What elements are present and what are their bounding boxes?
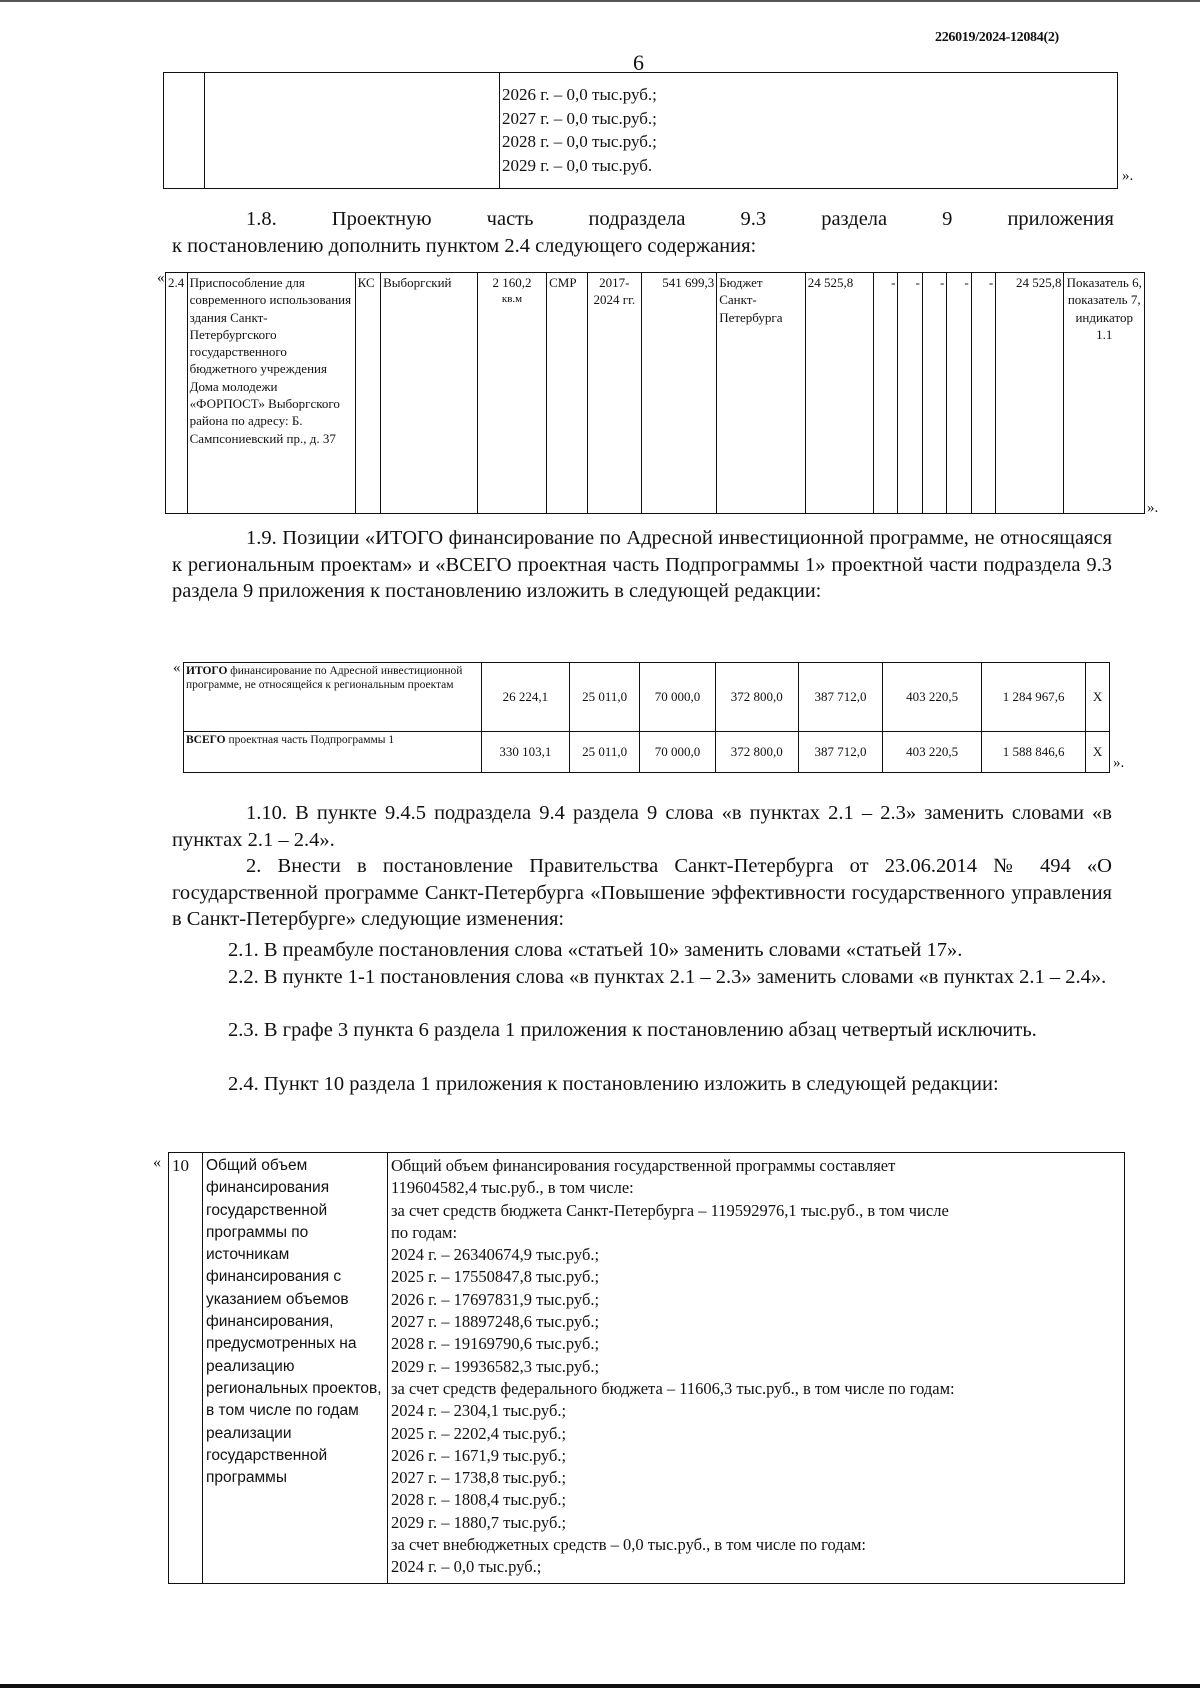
totals-table [183,662,1110,773]
total-cell: 1 284 967,6 [982,663,1086,732]
table-row [184,663,1110,732]
funding-line: 2024 г. – 2304,1 тыс.руб.; [391,1401,567,1421]
empty-cell [164,73,205,189]
paragraph-2-3 [172,1017,1112,1044]
funding-line: 2029 г. – 1880,7 тыс.руб.; [391,1512,567,1532]
funding-line: Общий объем финансирования государственной программы составляет [391,1156,896,1175]
total-value: 24 525,8 [996,273,1064,514]
value-cell: 372 800,0 [715,663,798,732]
funding-line: 2026 г. – 17697831,9 тыс.руб.; [391,1289,600,1309]
value-cell: 25 011,0 [569,663,639,732]
table-row [166,273,1145,514]
table-row [184,732,1110,773]
paragraph-1-9-text: 1.9. Позиции «ИТОГО финансирование по Адресной инвестиционной программе, не относящаяся к региональным проектам» и «ВСЕГО проектная часть Подпрограммы 1» проектной части подраздела 9.3 раздела 9 приложения к постановлению изложить в следующей редакции: [172,527,1112,602]
paragraph-2-text: 2. Внести в постановление Правительства Санкт-Петербурга от 23.06.2014 № 494 «О государственной программе Санкт-Петербурга «Повышение эффективности государственного управления в Санкт-Петербурге» следующие изменения: [172,855,1112,930]
area-value: 2 160,2 [492,275,532,290]
funding-line: 2026 г. – 1671,9 тыс.руб.; [391,1445,567,1465]
funding-details [388,1153,1125,1584]
document-id: 226019/2024-12084(2) [935,30,1059,45]
page-number: 6 [633,50,644,75]
row-label [184,732,482,773]
funding-line: за счет средств бюджета Санкт-Петербурга – 119592976,1 тыс.руб., в том числе [391,1200,949,1220]
opening-quote: « [153,1154,161,1171]
value-cell: 387 712,0 [798,732,882,773]
value-cell: 387 712,0 [798,663,882,732]
opening-quote: « [157,270,165,286]
value-cell: 372 800,0 [715,732,798,773]
closing-quote: ». [1113,755,1125,771]
program-funding-table [168,1152,1125,1584]
funding-line: 2026 г. – 0,0 тыс.руб.; [502,85,657,104]
value-cell: 70 000,0 [640,732,715,773]
value-2026: - [898,273,922,514]
x-cell: X [1086,732,1110,773]
funding-line: по годам: [391,1222,458,1242]
value-2029: - [971,273,995,514]
funding-line: 2024 г. – 0,0 тыс.руб.; [391,1557,542,1577]
district: Выборгский [381,273,478,514]
funding-line: 2025 г. – 17550847,8 тыс.руб.; [391,1267,600,1287]
paragraph-2-1-text: 2.1. В преамбуле постановления слова «статьей 10» заменить словами «статьей 17». [228,939,963,961]
funding-line: 119604582,4 тыс.руб., в том числе: [391,1178,634,1198]
funding-line: 2028 г. – 1808,4 тыс.руб.; [391,1490,567,1510]
total-cell: 1 588 846,6 [982,732,1086,773]
funding-line: 2027 г. – 18897248,6 тыс.руб.; [391,1312,600,1332]
value-cell: 25 011,0 [569,732,639,773]
table-row [169,1153,1125,1584]
funding-line: за счет средств федерального бюджета – 11606,3 тыс.руб., в том числе по годам: [391,1378,955,1398]
funding-line: 2025 г. – 2202,4 тыс.руб.; [391,1423,567,1443]
paragraph-2-4 [172,1071,1112,1098]
closing-quote: ». [1122,168,1134,184]
funding-years-cell [500,73,1118,189]
object-type: КС [355,273,380,514]
row-number: 10 [169,1153,203,1584]
empty-cell [205,73,500,189]
row-label-text: финансирование по Адресной инвестиционной программе, не относящейся к региональным проектам [186,665,463,691]
period: 2017-2024 гг. [587,273,641,514]
value-2025: - [874,273,898,514]
area-unit: кв.м [501,293,523,306]
row-number: 2.4 [166,273,188,514]
paragraph-1-10 [172,800,1112,853]
opening-quote: « [173,660,181,676]
object-name: Приспособление для современного использования здания Санкт-Петербургского государственного бюджетного учреждения Дома молодежи «ФОРПОСТ» Выборгского района по адресу: Б. Сампсониевский пр., д. 37 [187,273,355,514]
paragraph-1-8-line2: к постановлению дополнить пунктом 2.4 следующего содержания: [172,234,757,257]
row-title: Общий объем финансирования государственной программы по источникам финансирования с указанием объемов финансирования, предусмотренных на реализацию региональных проектов, в том числе по годам реализации государственной программы [203,1153,388,1584]
funding-line: 2028 г. – 0,0 тыс.руб.; [502,132,657,151]
scan-top-edge [0,0,1200,2]
area-cell [477,273,546,514]
value-cell: 403 220,5 [883,732,982,773]
continuation-table [163,72,1118,189]
paragraph-2-1 [172,937,1112,964]
funding-source: Бюджет Санкт-Петербурга [717,273,806,514]
project-2-4-table [165,272,1145,514]
row-label-text: проектная часть Подпрограммы 1 [225,734,395,746]
closing-quote: ». [1147,500,1159,516]
work-type: СМР [547,273,588,514]
funding-line: 2027 г. – 1738,8 тыс.руб.; [391,1468,567,1488]
value-cell: 70 000,0 [640,663,715,732]
paragraph-1-10-text: 1.10. В пункте 9.4.5 подраздела 9.4 раздела 9 слова «в пунктах 2.1 – 2.3» заменить словами «в пунктах 2.1 – 2.4». [172,802,1112,851]
paragraph-2-2-text: 2.2. В пункте 1-1 постановления слова «в пунктах 2.1 – 2.3» заменить словами «в пунктах 2.1 – 2.4». [228,966,1107,988]
value-cell: 26 224,1 [481,663,569,732]
estimated-cost: 541 699,3 [641,273,716,514]
paragraph-2-4-text: 2.4. Пункт 10 раздела 1 приложения к постановлению изложить в следующей редакции: [228,1073,999,1095]
funding-line: 2029 г. – 0,0 тыс.руб. [502,155,653,175]
funding-line: 2027 г. – 0,0 тыс.руб.; [502,108,657,128]
value-cell: 330 103,1 [481,732,569,773]
paragraph-2 [172,853,1112,933]
row-label [184,663,482,732]
row-label-bold: ИТОГО [186,665,228,677]
scan-bottom-edge [0,1684,1200,1688]
value-cell: 403 220,5 [883,663,982,732]
value-2027: - [922,273,946,514]
paragraph-1-9 [172,525,1112,605]
paragraph-1-8: 1.8. Проектную часть подраздела 9.3 раздела 9 приложения к постановлению дополнить пунктом 2.4 следующего содержания: [172,206,1114,259]
funding-line: 2029 г. – 19936582,3 тыс.руб.; [391,1356,600,1376]
funding-line: 2028 г. – 19169790,6 тыс.руб.; [391,1334,600,1354]
value-2024: 24 525,8 [805,273,873,514]
indicators: Показатель 6, показатель 7, индикатор 1.1 [1064,273,1145,514]
paragraph-2-3-text: 2.3. В графе 3 пункта 6 раздела 1 приложения к постановлению абзац четвертый исключить. [228,1019,1037,1041]
paragraph-2-2 [172,964,1112,991]
funding-line: 2024 г. – 26340674,9 тыс.руб.; [391,1245,600,1265]
row-label-bold: ВСЕГО [186,734,226,746]
x-cell: X [1086,663,1110,732]
funding-line: за счет внебюджетных средств – 0,0 тыс.руб., в том числе по годам: [391,1535,867,1555]
value-2028: - [947,273,971,514]
